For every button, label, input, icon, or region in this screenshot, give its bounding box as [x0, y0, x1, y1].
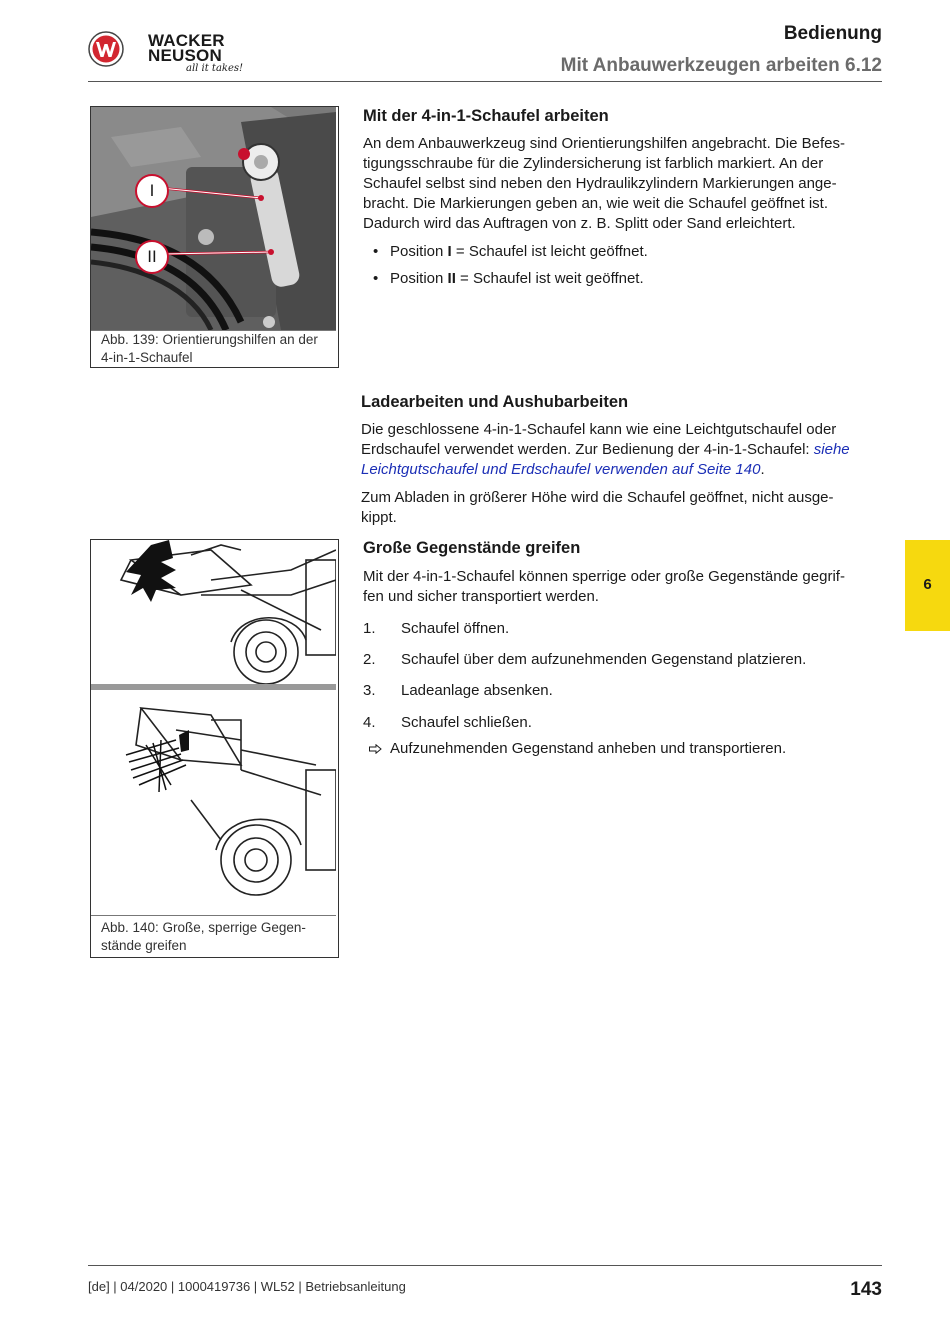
chapter-title: Bedienung: [783, 23, 882, 44]
text-line: Schaufel selbst sind neben den Hydraulikzylindern Markierungen ange-: [363, 175, 837, 192]
brand-name: WACKER NEUSON: [148, 31, 225, 65]
text-line: Dadurch wird das Auftragen von z. B. Splitt oder Sand erleichtert.: [363, 215, 796, 232]
chapter-tab: [905, 540, 950, 631]
loader-grabbing-drawing: [91, 540, 336, 915]
cross-reference-link[interactable]: Leichtgutschaufel und Erdschaufel verwenden auf Seite 140: [361, 461, 761, 478]
paragraph-unloading: Zum Abladen in größerer Höhe wird die Schaufel geöffnet, nicht ausge- kippt.: [361, 489, 834, 526]
section-title: Mit Anbauwerkzeugen arbeiten 6.12: [560, 55, 882, 76]
figure-140: [90, 539, 339, 958]
marker-ii-label: II: [135, 240, 169, 274]
text-line: bracht. Die Markierungen geben an, wie weit die Schaufel geöffnet ist.: [363, 195, 828, 212]
heading-loading-work: Ladearbeiten und Aushubarbeiten: [361, 393, 629, 411]
brand-slogan: all it takes!: [186, 63, 244, 74]
footer-divider: [88, 1265, 882, 1266]
heading-grab-large-objects: Große Gegenstände greifen: [363, 539, 581, 557]
page-number: 143: [850, 1279, 882, 1300]
paragraph-grab-intro: Mit der 4-in-1-Schaufel können sperrige oder große Gegenstände gegrif- fen und sicher transportiert werden.: [363, 568, 845, 605]
footer-document-info: [de] | 04/2020 | 1000419736 | WL52 | Betriebsanleitung: [88, 1279, 406, 1294]
text-line: tigungsschraube für die Zylindersicherung ist farblich markiert. An der: [363, 155, 824, 172]
caption-divider: [91, 915, 336, 916]
figure-139: [90, 106, 339, 368]
wacker-neuson-logo-icon: [88, 31, 124, 67]
cross-reference-link[interactable]: siehe: [813, 441, 850, 458]
result-arrow-icon: [369, 744, 382, 754]
heading-4in1-bucket: Mit der 4-in-1-Schaufel arbeiten: [363, 107, 609, 125]
figure-140-caption: Abb. 140: Große, sperrige Gegen- stände greifen: [101, 920, 306, 953]
marker-i-label: I: [135, 174, 169, 208]
paragraph-orientation-aids: [363, 134, 845, 234]
bullet-dot-icon: •: [373, 270, 379, 287]
header-divider: [88, 81, 882, 82]
paragraph-loading-work: Die geschlossene 4-in-1-Schaufel kann wie eine Leichtgutschaufel oder Erdschaufel verwendet werden. Zur Bedienung der 4-in-1-Schaufel: siehe Leichtgutschaufel und Erdschaufel verwenden auf Seite 140.: [361, 421, 850, 478]
chapter-tab-label: 6: [923, 576, 932, 593]
figure-139-caption: Abb. 139: Orientierungshilfen an der 4-in-1-Schaufel: [101, 332, 318, 365]
bucket-markings-photo: [91, 107, 336, 330]
bullet-dot-icon: •: [373, 243, 379, 260]
text-line: An dem Anbauwerkzeug sind Orientierungshilfen angebracht. Die Befes-: [363, 135, 845, 152]
